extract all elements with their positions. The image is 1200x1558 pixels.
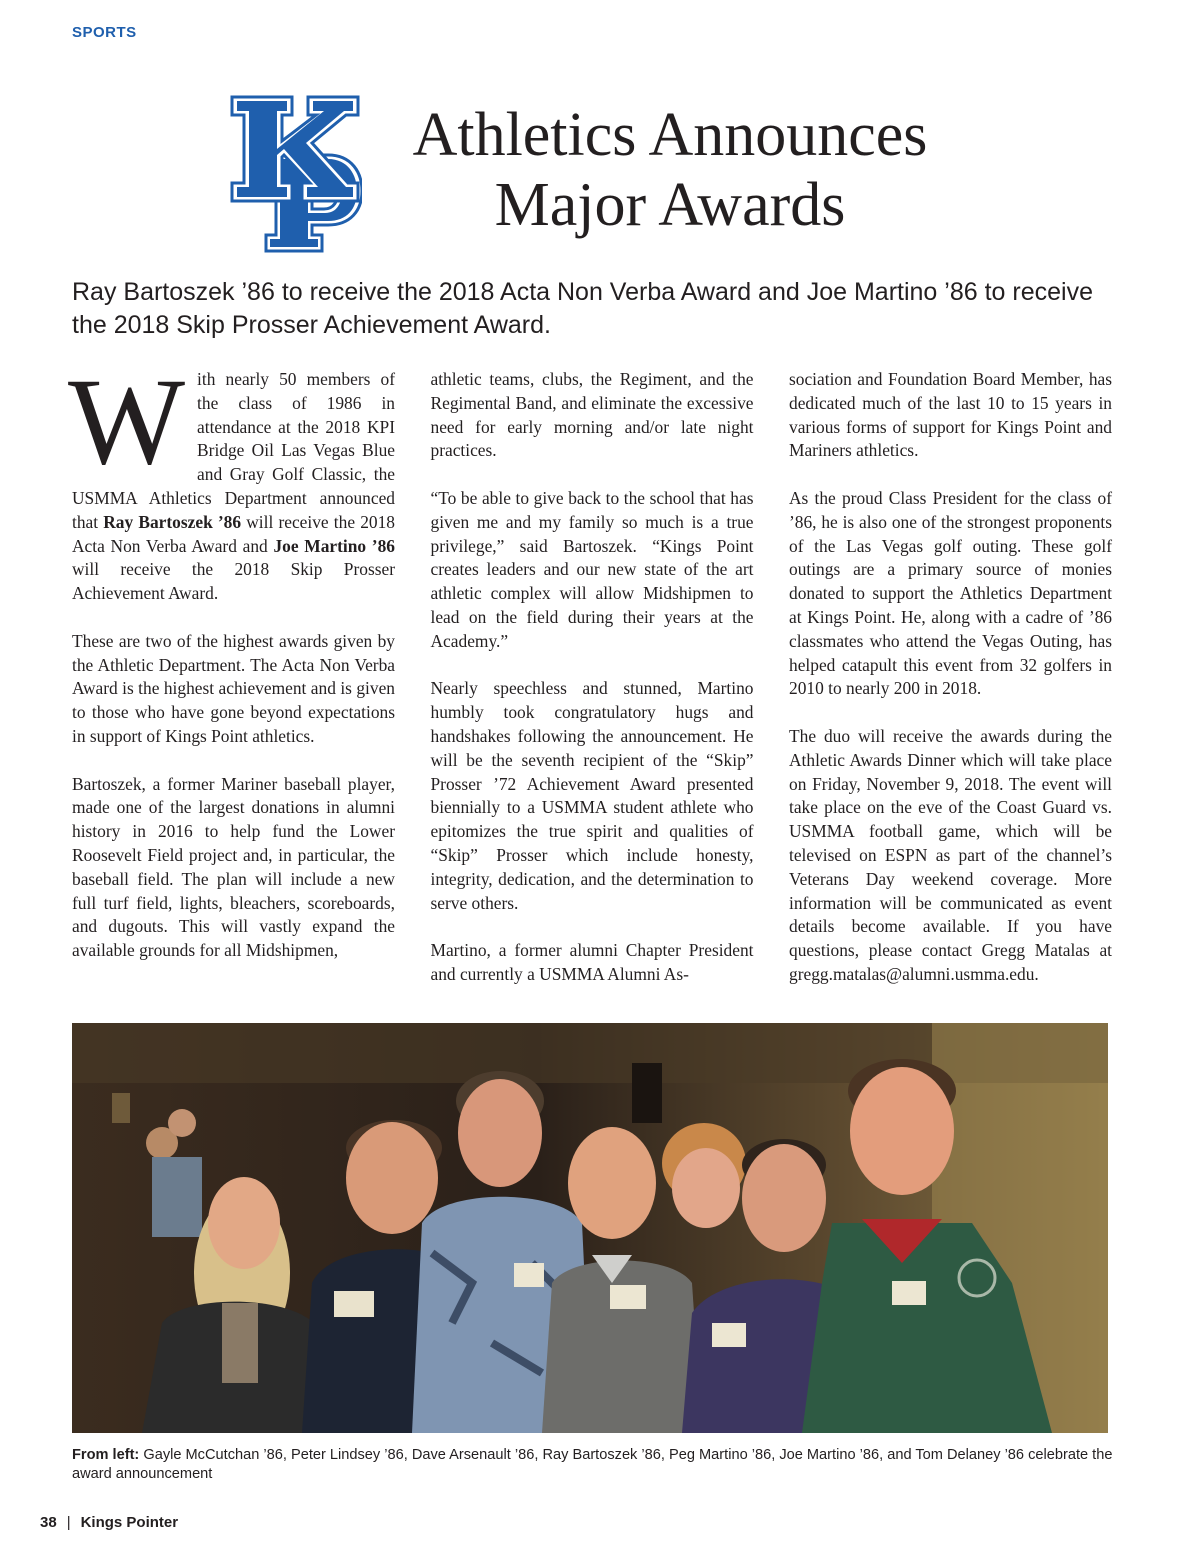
column-2 xyxy=(431,368,754,998)
paragraph-text: will receive the 2018 Acta Non Verba Award and xyxy=(72,511,395,556)
article-paragraph: The duo will receive the awards during the Athletic Awards Dinner which will take place on Friday, November 9, 2018. The event will take place on the eve of the Coast Guard vs. USMMA football game, which will be televised on ESPN as part of the channel’s Veterans Day weekend coverage. More information will be communicated as event details become available. If you have questions, please contact Gregg Matalas at gregg.matalas@alumni.usmma.edu. xyxy=(789,725,1112,984)
group-photo xyxy=(72,1023,1108,1433)
photo-caption xyxy=(72,1446,1132,1484)
drop-cap: W xyxy=(68,353,186,490)
publication-name: Kings Pointer xyxy=(80,1514,179,1531)
headline-line-2: Major Awards xyxy=(494,171,846,239)
article-body xyxy=(68,353,1112,998)
page-number: 38 xyxy=(40,1514,57,1531)
article-paragraph-continued: sociation and Foundation Board Member, has dedicated much of the last 10 to 15 years in various forms of support for Kings Point and Mariners athletics. xyxy=(789,369,1112,461)
section-label: SPORTS xyxy=(72,24,137,41)
article-paragraph: Martino, a former alumni Chapter President and currently a USMMA Alumni As- xyxy=(430,940,754,984)
article-paragraph: These are two of the highest awards given by the Athletic Department. The Acta Non Verba Award is the highest achievement and is given to those who have gone beyond expectations in support of Kings Point athletics. xyxy=(72,630,395,746)
article-paragraph: “To be able to give back to the school that has given me and my family so much is a true privilege,” said Bartoszek. “Kings Point creates leaders and our new state of the art athletic complex will allow Midshipmen to lead on the field during their years at the Academy.” xyxy=(430,487,754,651)
column-3 xyxy=(789,368,1112,998)
deck-subheading: Ray Bartoszek ’86 to receive the 2018 Acta Non Verba Award and Joe Martino ’86 to receive the 2018 Skip Prosser Achievement Award. xyxy=(72,278,1093,339)
honoree-name: Ray Bartoszek ’86 xyxy=(103,511,242,532)
article-paragraph xyxy=(68,353,395,606)
page-footer xyxy=(40,1514,178,1531)
honoree-name: Joe Martino ’86 xyxy=(273,535,395,556)
headline xyxy=(380,100,960,240)
caption-text: Gayle McCutchan ’86, Peter Lindsey ’86, Dave Arsenault ’86, Ray Bartoszek ’86, Peg Martino ’86, Joe Martino ’86, and Tom Delaney ’86 celebrate the award announcement xyxy=(72,1447,1113,1482)
caption-lead: From left: xyxy=(72,1447,140,1463)
paragraph-text: ith nearly 50 members of the class of 1986 in attendance at the 2018 KPI Bridge Oil Las Vegas Blue and Gray Golf Classic, the USMMA Athletics Department announced that xyxy=(72,369,395,532)
article-paragraph: Nearly speechless and stunned, Martino humbly took congratulatory hugs and handshakes following the announcement. He will be the seventh recipient of the “Skip” Prosser ’72 Achievement Award presented biennially to a USMMA student athlete who epitomizes the true spirit and qualities of “Skip” Prosser which include honesty, integrity, dedication, and the determination to serve others. xyxy=(430,678,754,913)
column-1 xyxy=(68,353,395,998)
article-paragraph: Bartoszek, a former Mariner baseball player, made one of the largest donations in alumni history in 2016 to help fund the Lower Roosevelt Field project and, in particular, the baseball field. The plan will include a new full turf field, lights, bleachers, scoreboards, and dugouts. This will vastly expand the available grounds for all Midshipmen, xyxy=(72,773,395,961)
footer-separator: | xyxy=(66,1514,71,1531)
kp-logo-icon xyxy=(230,93,362,253)
article-paragraph: As the proud Class President for the class of ’86, he is also one of the strongest proponents of the Las Vegas golf outing. These golf outings are a primary source of monies donated to support the Athletics Department at Kings Point. He, along with a cadre of ’86 classmates who attend the Vegas Outing, has helped catapult this event from 32 golfers in 2010 to nearly 200 in 2018. xyxy=(789,487,1112,699)
headline-line-1: Athletics Announces xyxy=(412,101,928,169)
article-paragraph-continued: athletic teams, clubs, the Regiment, and the Regimental Band, and eliminate the excessive need for early morning and/or late night practices. xyxy=(430,369,754,461)
group-photo-icon xyxy=(72,1023,1108,1433)
paragraph-text: will receive the 2018 Skip Prosser Achievement Award. xyxy=(72,559,395,604)
